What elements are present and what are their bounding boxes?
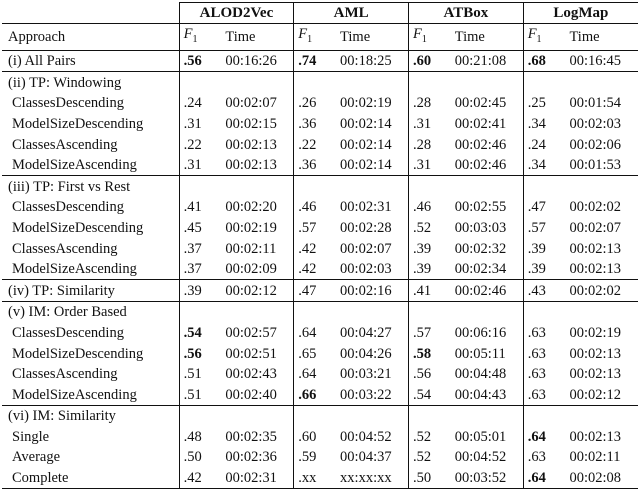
f1-cell: .24 [523, 134, 565, 155]
time-cell: 00:02:14 [340, 157, 392, 174]
f1-cell: .31 [408, 114, 450, 135]
f1-cell: .59 [294, 447, 336, 468]
time-cell: 00:02:12 [569, 386, 621, 403]
time-cell: 00:02:11 [225, 240, 277, 257]
f1-cell: .51 [179, 384, 221, 405]
time-cell: 00:04:43 [454, 386, 507, 403]
f1-cell: .51 [179, 364, 221, 385]
f1-cell: .46 [408, 197, 450, 218]
f1-cell: .26 [294, 93, 336, 114]
approach-name: ModelSizeDescending [12, 345, 144, 362]
time-cell: 00:02:14 [340, 115, 392, 132]
f1-cell: .31 [179, 114, 221, 135]
f1-cell: .28 [408, 93, 450, 114]
time-cell: 00:18:25 [336, 50, 408, 72]
table-row [2, 155, 638, 176]
f1-cell: .74 [294, 50, 336, 72]
approach-name: ClassesDescending [12, 95, 124, 112]
table-row [2, 50, 638, 72]
time-cell: 00:02:15 [225, 115, 277, 132]
approach-name: Complete [2, 468, 179, 489]
table-row [2, 343, 638, 364]
time-cell: 00:02:19 [569, 324, 621, 341]
f1-cell: .64 [523, 427, 565, 448]
f1-cell: .47 [294, 280, 336, 302]
f1-cell: .43 [523, 280, 565, 302]
time-header: Time [565, 24, 638, 51]
table-row [2, 364, 638, 385]
f1-cell: .63 [523, 364, 565, 385]
time-cell: 00:02:03 [569, 115, 621, 132]
approach-name: Single [12, 428, 50, 445]
time-cell: 00:03:52 [451, 468, 523, 489]
group-title: (vi) IM: Similarity [2, 405, 179, 426]
f1-cell: .42 [179, 468, 221, 489]
table-body [2, 24, 638, 489]
time-cell: 00:02:32 [454, 240, 507, 257]
time-cell: 00:02:13 [569, 366, 621, 383]
f1-cell: .52 [408, 427, 450, 448]
table-row [2, 384, 638, 405]
results-table [2, 2, 638, 489]
time-cell: 00:02:43 [225, 366, 277, 383]
table-row [2, 134, 638, 155]
time-cell: 00:02:41 [454, 115, 507, 132]
f1-cell: .37 [179, 238, 221, 259]
table-row [2, 114, 638, 135]
time-cell: 00:02:07 [225, 95, 277, 112]
group-header-row [2, 405, 638, 426]
table-row [2, 197, 638, 218]
time-cell: 00:05:01 [454, 428, 507, 445]
f1-cell: .48 [179, 427, 221, 448]
system-header: ALOD2Vec [179, 3, 294, 24]
f1-cell: .64 [523, 468, 565, 489]
f1-cell: .41 [179, 197, 221, 218]
table-row [2, 323, 638, 344]
f1-cell: .66 [294, 384, 336, 405]
f1-cell: .64 [294, 323, 336, 344]
approach-name: Average [12, 449, 61, 466]
f1-cell: .57 [294, 218, 336, 239]
approach-name: ClassesAscending [12, 240, 118, 257]
time-cell: 00:01:54 [569, 95, 621, 112]
f1-cell: .57 [408, 323, 450, 344]
f1-cell: .36 [294, 155, 336, 176]
time-cell: 00:02:31 [340, 199, 392, 216]
time-cell: 00:02:06 [569, 136, 621, 153]
time-cell: 00:02:13 [569, 428, 621, 445]
f1-cell: .34 [523, 114, 565, 135]
f1-cell: .50 [408, 468, 450, 489]
f1-header: $F_1$ [523, 24, 565, 51]
f1-cell: .39 [408, 238, 450, 259]
time-cell: 00:04:52 [454, 449, 507, 466]
table-row [2, 218, 638, 239]
time-cell: 00:02:46 [451, 280, 523, 302]
time-header: Time [451, 24, 523, 51]
group-header-row [2, 302, 638, 323]
system-header: LogMap [523, 3, 638, 24]
f1-cell: .39 [523, 238, 565, 259]
f1-cell: .64 [294, 364, 336, 385]
time-cell: 00:02:07 [569, 219, 621, 236]
f1-cell: .56 [179, 343, 221, 364]
time-cell: 00:02:34 [454, 261, 507, 278]
group-title: (i) All Pairs [2, 50, 179, 72]
group-header-row [2, 72, 638, 93]
time-cell: 00:02:02 [565, 280, 638, 302]
time-cell: 00:02:13 [569, 261, 621, 278]
time-cell: 00:02:20 [225, 199, 277, 216]
time-cell: 00:03:22 [340, 386, 392, 403]
time-cell: 00:02:19 [340, 95, 392, 112]
time-cell: 00:01:53 [569, 157, 621, 174]
time-cell: 00:02:31 [221, 468, 293, 489]
table-row [2, 447, 638, 468]
f1-cell: .46 [294, 197, 336, 218]
f1-cell: .63 [523, 323, 565, 344]
time-cell: 00:21:08 [451, 50, 523, 72]
approach-name: ModelSizeAscending [12, 261, 137, 278]
column-header-row [2, 24, 638, 51]
f1-cell: .39 [408, 259, 450, 280]
time-cell: 00:02:28 [340, 219, 392, 236]
f1-cell: .56 [179, 50, 221, 72]
approach-header: Approach [2, 24, 179, 51]
system-header-row [2, 3, 638, 24]
time-cell: 00:04:48 [454, 366, 507, 383]
table-row [2, 468, 638, 489]
f1-cell: .31 [179, 155, 221, 176]
group-title: (iv) TP: Similarity [2, 280, 179, 302]
time-cell: xx:xx:xx [336, 468, 408, 489]
f1-cell: .50 [179, 447, 221, 468]
approach-name: ModelSizeAscending [12, 386, 137, 403]
f1-cell: .28 [408, 134, 450, 155]
approach-name: ClassesDescending [12, 324, 124, 341]
time-cell: 00:02:09 [225, 261, 277, 278]
time-header: Time [336, 24, 408, 51]
f1-cell: .56 [408, 364, 450, 385]
group-title: (iii) TP: First vs Rest [2, 176, 179, 197]
approach-name: ClassesAscending [12, 136, 118, 153]
f1-cell: .63 [523, 343, 565, 364]
f1-cell: .57 [523, 218, 565, 239]
f1-cell: .37 [179, 259, 221, 280]
f1-cell: .54 [408, 384, 450, 405]
table-row [2, 259, 638, 280]
f1-cell: .52 [408, 447, 450, 468]
time-header: Time [221, 24, 293, 51]
time-cell: 00:02:08 [565, 468, 638, 489]
time-cell: 00:05:11 [454, 345, 506, 362]
f1-cell: .68 [523, 50, 565, 72]
time-cell: 00:02:12 [221, 280, 293, 302]
f1-cell: .42 [294, 259, 336, 280]
time-cell: 00:02:46 [454, 157, 507, 174]
time-cell: 00:02:57 [225, 324, 277, 341]
f1-header: $F_1$ [179, 24, 221, 51]
time-cell: 00:02:02 [569, 199, 621, 216]
time-cell: 00:02:16 [336, 280, 408, 302]
time-cell: 00:04:26 [340, 345, 392, 362]
table-row [2, 238, 638, 259]
f1-cell: .45 [179, 218, 221, 239]
f1-cell: .58 [408, 343, 450, 364]
time-cell: 00:04:27 [340, 324, 392, 341]
time-cell: 00:04:37 [340, 449, 392, 466]
table-row [2, 427, 638, 448]
f1-cell: .39 [179, 280, 221, 302]
f1-cell: .54 [179, 323, 221, 344]
time-cell: 00:02:11 [569, 449, 621, 466]
f1-cell: .60 [408, 50, 450, 72]
f1-cell: .22 [179, 134, 221, 155]
f1-cell: .36 [294, 114, 336, 135]
time-cell: 00:02:13 [569, 345, 621, 362]
group-header-row [2, 176, 638, 197]
time-cell: 00:02:55 [454, 199, 507, 216]
time-cell: 00:02:51 [225, 345, 277, 362]
f1-cell: .34 [523, 155, 565, 176]
time-cell: 00:04:52 [340, 428, 392, 445]
table-row [2, 280, 638, 302]
approach-name: ModelSizeAscending [12, 157, 137, 174]
system-header: ATBox [408, 3, 523, 24]
time-cell: 00:02:19 [225, 219, 277, 236]
time-cell: 00:02:35 [225, 428, 277, 445]
f1-cell: .52 [408, 218, 450, 239]
time-cell: 00:02:36 [225, 449, 277, 466]
time-cell: 00:02:13 [569, 240, 621, 257]
time-cell: 00:02:45 [454, 95, 507, 112]
f1-cell: .65 [294, 343, 336, 364]
f1-cell: .31 [408, 155, 450, 176]
table-row [2, 93, 638, 114]
f1-cell: .63 [523, 384, 565, 405]
time-cell: 00:02:46 [454, 136, 507, 153]
f1-cell: .22 [294, 134, 336, 155]
time-cell: 00:02:14 [340, 136, 392, 153]
system-header: AML [294, 3, 409, 24]
time-cell: 00:02:13 [225, 136, 277, 153]
time-cell: 00:02:03 [340, 261, 392, 278]
time-cell: 00:02:13 [225, 157, 277, 174]
f1-cell: .25 [523, 93, 565, 114]
group-title: (ii) TP: Windowing [2, 72, 179, 93]
time-cell: 00:16:45 [565, 50, 638, 72]
f1-cell: .63 [523, 447, 565, 468]
time-cell: 00:02:40 [225, 386, 277, 403]
approach-name: ClassesAscending [12, 366, 118, 383]
time-cell: 00:03:21 [340, 366, 392, 383]
approach-name: ClassesDescending [12, 199, 124, 216]
time-cell: 00:03:03 [454, 219, 507, 236]
f1-cell: .39 [523, 259, 565, 280]
f1-cell: .47 [523, 197, 565, 218]
time-cell: 00:02:07 [340, 240, 392, 257]
approach-name: ModelSizeDescending [12, 219, 144, 236]
f1-cell: .xx [294, 468, 336, 489]
time-cell: 00:06:16 [454, 324, 507, 341]
f1-cell: .42 [294, 238, 336, 259]
f1-cell: .24 [179, 93, 221, 114]
group-title: (v) IM: Order Based [2, 302, 179, 323]
f1-cell: .60 [294, 427, 336, 448]
f1-header: $F_1$ [408, 24, 450, 51]
f1-cell: .41 [408, 280, 450, 302]
approach-name: ModelSizeDescending [12, 115, 144, 132]
f1-header: $F_1$ [294, 24, 336, 51]
time-cell: 00:16:26 [221, 50, 293, 72]
